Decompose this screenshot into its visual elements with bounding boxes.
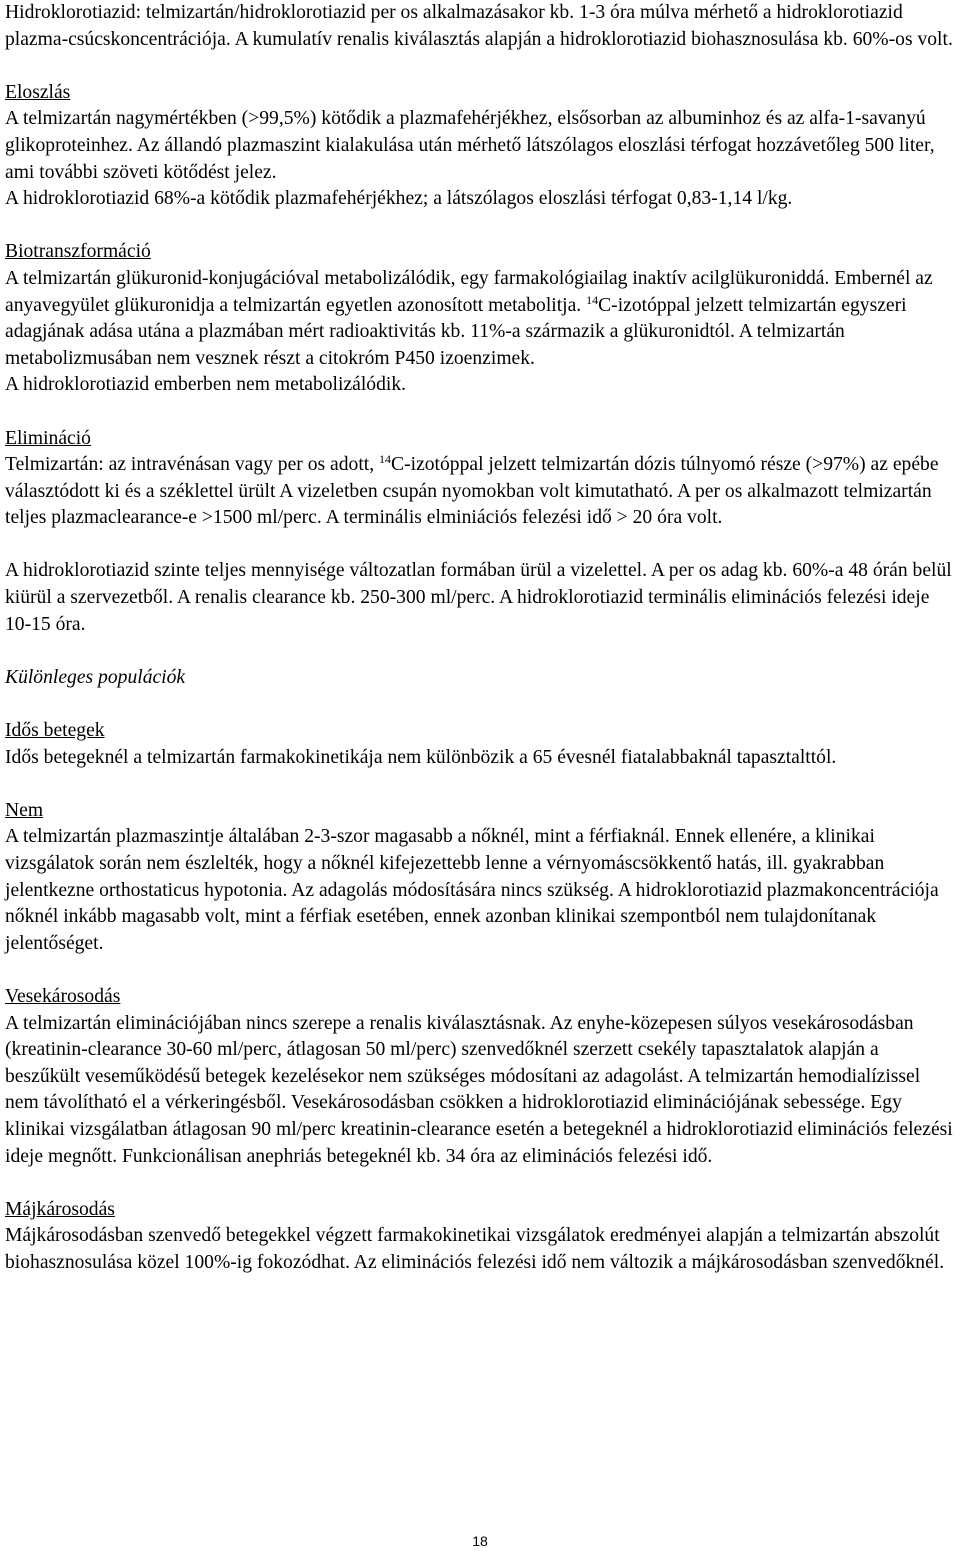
distribution-paragraph-2: A hidroklorotiazid 68%-a kötődik plazmafehérjékhez; a látszólagos eloszlási térfogat 0,83-1,14 l/kg.: [5, 188, 793, 210]
section-heading-renal: Vesekárosodás: [5, 985, 121, 1007]
isotope-superscript: 14: [379, 452, 392, 467]
sex-paragraph: A telmizartán plazmaszintje általában 2-3-szor magasabb a nőknél, mint a férfiaknál. Ennek ellenére, a klinikai vizsgálatok során nem észlelték, hogy a nőknél kifejezettebb lenne a vérnyomáscsökkentő hatás, ill. gyakrabban jelentkezne orthostaticus hypotonia. Az adagolás módosítására nincs szükség. A hidroklorotiazid plazmakoncentrációja nőknél inkább magasabb volt, mint a férfiak esetében, ennek azonban klinikai szempontból nem tulajdonítanak jelentőséget.: [5, 826, 939, 954]
section-heading-hepatic: Májkárosodás: [5, 1198, 115, 1220]
intro-paragraph: Hidroklorotiazid: telmizartán/hidroklorotiazid per os alkalmazásakor kb. 1-3 óra múlva mérhető a hidroklorotiazid plazma-csúcskoncentrációja. A kumulatív renalis kiválasztás alapján a hidroklorotiazid biohasznosulása kb. 60%-os volt.: [5, 2, 953, 50]
biotransformation-paragraph-2: A hidroklorotiazid emberben nem metabolizálódik.: [5, 374, 407, 396]
section-heading-biotransformation: Biotranszformáció: [5, 241, 151, 263]
section-heading-distribution: Eloszlás: [5, 81, 71, 103]
elimination-paragraph-2: A hidroklorotiazid szinte teljes mennyisége változatlan formában ürül a vizelettel. A per os adag kb. 60%-a 48 órán belül kiürül a szervezetből. A renalis clearance kb. 250-300 ml/perc. A hidroklorotiazid terminális eliminációs felezési ideje 10-15 óra.: [5, 560, 952, 635]
isotope-superscript: 14: [586, 292, 599, 307]
elimination-text-a: Telmizartán: az intravénásan vagy per os adott,: [5, 454, 380, 476]
renal-paragraph: A telmizartán eliminációjában nincs szerepe a renalis kiválasztásnak. Az enyhe-közepesen súlyos vesekárosodásban (kreatinin-clearance 30-60 ml/perc, átlagosan 50 ml/perc) szenvedőknél szerzett csekély tapasztalatok alapján a beszűkült veseműködésű betegek kezelésekor nem szükséges módosítani az adagolást. A telmizartán hemodialízissel nem távolítható el a vérkeringésből. Vesekárosodásban csökken a hidroklorotiazid eliminációjának sebessége. Egy klinikai vizsgálatban átlagosan 90 ml/perc kreatinin-clearance esetén a betegeknél a hidroklorotiazid eliminációs felezési ideje megnőtt. Funkcionálisan anephriás betegeknél kb. 34 óra az eliminációs felezési idő.: [5, 1012, 953, 1167]
biotransformation-text-b: C-izotóppal jelzett telmizartán egyszeri adagjának adása utána a plazmában mért radioaktivitás kb. 11%-a származik a glükuronidtól. A telmizartán metabolizmusában nem vesznek részt a citokróm P450 izoenzimek.: [5, 294, 907, 369]
elderly-paragraph: Idős betegeknél a telmizartán farmakokinetikája nem különbözik a 65 évesnél fiatalabbaknál tapasztalttól.: [5, 746, 837, 768]
elimination-paragraph-1: [5, 452, 957, 532]
hepatic-paragraph: Májkárosodásban szenvedő betegekkel végzett farmakokinetikai vizsgálatok eredményei alapján a telmizartán abszolút biohasznosulása közel 100%-ig fokozódhat. Az eliminációs felezési idő nem változik a májkárosodásban szenvedőknél.: [5, 1225, 945, 1273]
document-page: [5, 0, 957, 1277]
distribution-paragraph-1: A telmizartán nagymértékben (>99,5%) kötődik a plazmafehérjékhez, elsősorban az albuminhoz és az alfa-1-savanyú glikoproteinhez. Az állandó plazmaszint kialakulása után mérhető látszólagos eloszlási térfogat hozzávetőleg 500 liter, ami további szöveti kötődést jelez.: [5, 108, 935, 183]
biotransformation-paragraph-1: [5, 266, 957, 372]
page-number: 18: [472, 1533, 488, 1549]
section-heading-special-populations: Különleges populációk: [5, 666, 186, 688]
biotransformation-text-a: A telmizartán glükuronid-konjugációval metabolizálódik, egy farmakológiailag inaktív acilglükuroniddá. Embernél az anyavegyület glükuronidja a telmizartán egyetlen azonosított metabolitja.: [5, 267, 933, 316]
section-heading-elderly: Idős betegek: [5, 720, 105, 742]
section-heading-sex: Nem: [5, 799, 44, 821]
elimination-text-b: C-izotóppal jelzett telmizartán dózis túlnyomó része (>97%) az epébe választódott ki és a széklettel ürült A vizeletben csupán nyomokban volt kimutatható. A per os alkalmazott telmizartán teljes plazmaclearance-e >1500 ml/perc. A terminális elminiációs felezési idő > 20 óra volt.: [5, 454, 939, 529]
section-heading-elimination: Elimináció: [5, 427, 91, 449]
